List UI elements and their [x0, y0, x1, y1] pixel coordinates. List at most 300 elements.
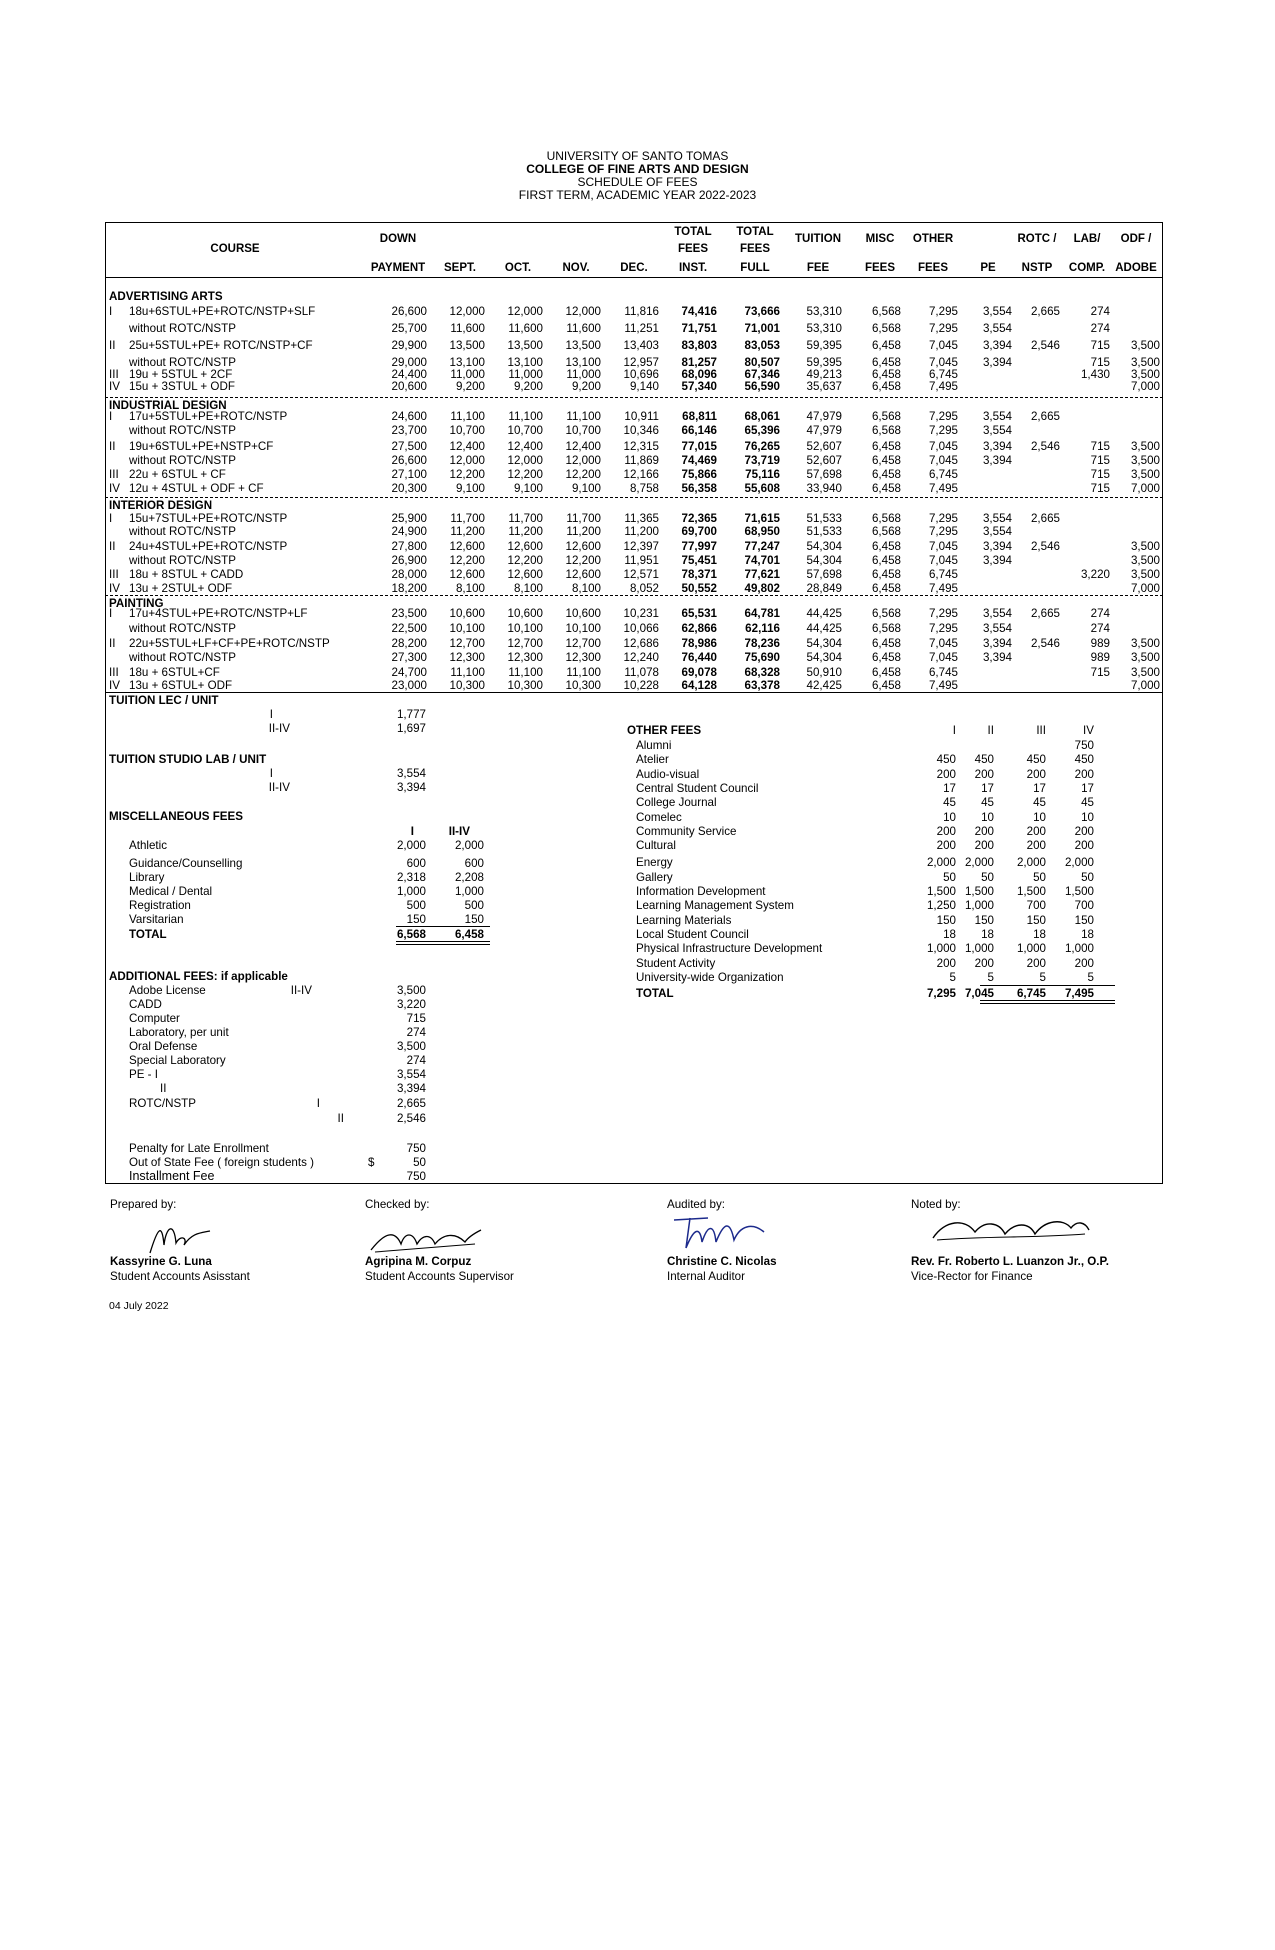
- fee-value: 715: [1090, 339, 1110, 352]
- fee-value: 11,251: [624, 322, 659, 335]
- fee-value: 27,300: [391, 651, 427, 664]
- signatory-title: Vice-Rector for Finance: [911, 1270, 1033, 1283]
- fee-value: 76,265: [744, 440, 780, 453]
- additional-item: Adobe License: [129, 984, 206, 997]
- fee-value: 12,400: [449, 440, 485, 453]
- fee-value: 11,600: [450, 322, 485, 335]
- other-fee-value: 50: [1081, 870, 1094, 884]
- course-description: without ROTC/NSTP: [129, 622, 236, 635]
- course-description: 13u + 2STUL+ ODF: [129, 582, 233, 595]
- fee-value: 57,698: [806, 568, 842, 581]
- fee-value: 25,900: [391, 512, 427, 525]
- fee-value: 20,600: [391, 380, 427, 393]
- fee-value: 71,615: [744, 512, 780, 525]
- fee-value: 12,000: [507, 454, 543, 467]
- other-fee-value: 17: [943, 781, 956, 795]
- fee-value: 75,690: [744, 651, 780, 664]
- course-description: 24u+4STUL+PE+ROTC/NSTP: [129, 540, 288, 553]
- other-fee-value: 45: [981, 796, 994, 810]
- fee-value: 10,228: [623, 679, 659, 692]
- college-name: COLLEGE OF FINE ARTS AND DESIGN: [526, 162, 749, 176]
- fee-value: 6,745: [928, 468, 958, 481]
- fee-value: 20,300: [391, 482, 427, 495]
- fee-value: 71,001: [744, 322, 780, 335]
- signature-luanzon: [925, 1210, 1095, 1255]
- col-header-rotc: NSTP: [1021, 262, 1053, 274]
- other-fee-value: 10: [981, 810, 994, 824]
- fee-value: 12,700: [507, 637, 543, 650]
- fee-value: 12,397: [623, 540, 659, 553]
- fee-value: 13,100: [565, 356, 601, 369]
- fee-value: 6,458: [871, 651, 901, 664]
- fee-value: 11,200: [508, 525, 543, 538]
- fee-value: 73,719: [744, 454, 780, 467]
- university-name: UNIVERSITY OF SANTO TOMAS: [546, 149, 729, 163]
- fee-value: 10,100: [449, 622, 485, 635]
- fee-value: 3,500: [1130, 440, 1160, 453]
- other-fee-item: Cultural: [636, 839, 676, 853]
- fee-value: 12,700: [449, 637, 485, 650]
- document-date: 04 July 2022: [109, 1300, 169, 1312]
- fee-value: 6,458: [871, 679, 901, 692]
- year-level: III: [109, 368, 119, 381]
- fee-value: 11,700: [508, 512, 543, 525]
- other-fee-value: 1,500: [964, 885, 994, 898]
- course-description: without ROTC/NSTP: [129, 525, 236, 538]
- section-title: PAINTING: [109, 597, 164, 610]
- fee-value: 75,451: [681, 554, 717, 567]
- currency-symbol: $: [368, 1156, 375, 1169]
- misc-item: Registration: [129, 899, 191, 912]
- other-fee-value: 1,000: [1064, 942, 1094, 956]
- fee-value: 11,100: [450, 410, 485, 423]
- tuition-studio-title: TUITION STUDIO LAB / UNIT: [109, 753, 267, 766]
- fee-value: 23,000: [391, 679, 427, 692]
- additional-item: II: [160, 1082, 167, 1095]
- fee-value: 10,231: [623, 607, 659, 620]
- col-header-total-full: FEES: [739, 243, 771, 255]
- misc-value: 2,000: [454, 839, 484, 852]
- fee-value: 12,700: [565, 637, 601, 650]
- other-fee-item: University-wide Organization: [636, 970, 784, 984]
- fee-value: 29,900: [391, 339, 427, 352]
- misc-item: Guidance/Counselling: [129, 857, 243, 870]
- other-total-value: 7,495: [1064, 987, 1094, 1000]
- fee-value: 11,000: [566, 368, 601, 381]
- section-separator: [105, 497, 1163, 498]
- fee-value: 52,607: [806, 440, 842, 453]
- additional-value: 3,220: [396, 998, 426, 1011]
- out-of-state-label: Out of State Fee ( foreign students ): [129, 1156, 314, 1169]
- fee-value: 44,425: [806, 622, 842, 635]
- fee-value: 65,531: [681, 607, 717, 620]
- fee-value: 6,458: [871, 568, 901, 581]
- other-fee-value: 5: [949, 970, 956, 984]
- fee-value: 9,200: [455, 380, 485, 393]
- other-fee-value: 1,000: [1016, 942, 1046, 956]
- fee-value: 3,394: [982, 651, 1012, 664]
- fee-value: 54,304: [806, 651, 842, 664]
- other-fee-value: 1,000: [964, 899, 994, 913]
- other-fee-value: 17: [1033, 781, 1046, 795]
- additional-value: 2,665: [396, 1097, 426, 1110]
- fee-value: 3,554: [982, 322, 1012, 335]
- other-fee-item: Atelier: [636, 753, 669, 767]
- additional-value: 2,546: [396, 1112, 426, 1125]
- fee-value: 7,495: [928, 482, 958, 495]
- fee-value: 6,458: [871, 637, 901, 650]
- course-description: 19u + 5STUL + 2CF: [129, 368, 233, 381]
- fee-value: 6,568: [871, 424, 901, 437]
- fee-value: 78,986: [681, 637, 717, 650]
- fee-value: 56,590: [744, 380, 780, 393]
- fee-value: 7,000: [1130, 380, 1160, 393]
- fee-value: 54,304: [806, 554, 842, 567]
- fee-value: 6,568: [871, 622, 901, 635]
- other-fee-value: 150: [1026, 913, 1046, 927]
- course-description: without ROTC/NSTP: [129, 454, 236, 467]
- misc-item: Varsitarian: [129, 913, 184, 926]
- fee-value: 12,315: [623, 440, 659, 453]
- year-level: I: [109, 410, 113, 423]
- fee-value: 29,000: [391, 356, 427, 369]
- other-fee-item: Learning Materials: [636, 913, 732, 927]
- other-total-label: TOTAL: [636, 987, 674, 1000]
- fee-value: 13,500: [565, 339, 601, 352]
- course-description: 13u + 6STUL+ ODF: [129, 679, 233, 692]
- other-fee-item: Energy: [636, 856, 673, 870]
- course-description: 18u+6STUL+PE+ROTC/NSTP+SLF: [129, 305, 316, 318]
- fee-value: 989: [1090, 637, 1110, 650]
- additional-fees-title: ADDITIONAL FEES: if applicable: [109, 970, 288, 983]
- other-fee-value: 200: [1074, 824, 1094, 838]
- fee-value: 11,600: [566, 322, 601, 335]
- fee-value: 6,458: [871, 468, 901, 481]
- other-fee-value: 200: [1074, 767, 1094, 781]
- table-bottom-rule: [105, 692, 1163, 693]
- fee-value: 3,394: [982, 540, 1012, 553]
- signatory-role: Prepared by:: [110, 1198, 177, 1211]
- fee-value: 3,500: [1130, 368, 1160, 381]
- fee-value: 47,979: [806, 410, 842, 423]
- col-header-other: FEES: [917, 262, 949, 274]
- fee-value: 28,200: [391, 637, 427, 650]
- course-description: 22u + 6STUL + CF: [129, 468, 226, 481]
- other-fee-value: 50: [981, 870, 994, 884]
- other-fee-value: 750: [1074, 739, 1094, 752]
- year-level: I: [109, 305, 113, 318]
- additional-value: 3,554: [396, 1068, 426, 1081]
- fee-value: 52,607: [806, 454, 842, 467]
- fee-value: 44,425: [806, 607, 842, 620]
- fee-value: 715: [1090, 454, 1110, 467]
- fee-value: 7,045: [928, 440, 958, 453]
- section-title: INDUSTRIAL DESIGN: [109, 399, 227, 412]
- fee-value: 7,045: [928, 651, 958, 664]
- fee-value: 7,295: [928, 322, 958, 335]
- fee-value: 3,394: [982, 637, 1012, 650]
- fee-value: 8,100: [571, 582, 601, 595]
- fee-value: 77,997: [681, 540, 717, 553]
- col-header-misc: MISC: [865, 233, 895, 245]
- course-description: without ROTC/NSTP: [129, 322, 236, 335]
- fee-value: 11,365: [624, 512, 659, 525]
- misc-total-rule: [396, 944, 490, 945]
- other-fee-item: Alumni: [636, 739, 672, 752]
- other-fee-value: 200: [1026, 839, 1046, 853]
- fee-value: 7,045: [928, 454, 958, 467]
- fee-value: 68,950: [744, 525, 780, 538]
- fee-value: 11,100: [566, 410, 601, 423]
- misc-value: 150: [406, 913, 426, 926]
- fee-value: 10,300: [449, 679, 485, 692]
- other-subtotal-rule: [980, 985, 1115, 986]
- other-fee-value: 18: [1081, 927, 1094, 941]
- fee-value: 11,816: [624, 305, 659, 318]
- tuition-value: 1,697: [396, 722, 426, 735]
- fee-value: 3,500: [1130, 637, 1160, 650]
- fee-value: 10,600: [507, 607, 543, 620]
- other-fee-value: 200: [974, 956, 994, 970]
- course-description: 12u + 4STUL + ODF + CF: [129, 482, 264, 495]
- signatory-title: Student Accounts Asisstant: [110, 1270, 250, 1283]
- fee-value: 47,979: [806, 424, 842, 437]
- other-fee-item: Audio-visual: [636, 767, 700, 781]
- fee-value: 74,701: [744, 554, 780, 567]
- fee-value: 68,811: [682, 410, 717, 423]
- misc-col-header: I: [410, 825, 414, 838]
- fee-value: 7,045: [928, 356, 958, 369]
- other-fee-value: 1,000: [926, 942, 956, 956]
- misc-value: 2,208: [454, 871, 484, 884]
- fee-value: 3,394: [982, 339, 1012, 352]
- fee-value: 68,328: [744, 666, 780, 679]
- other-fee-value: 50: [943, 870, 956, 884]
- fee-value: 12,600: [507, 540, 543, 553]
- fee-value: 7,295: [928, 424, 958, 437]
- fee-value: 6,458: [871, 440, 901, 453]
- fee-value: 50,910: [806, 666, 842, 679]
- fee-value: 28,000: [391, 568, 427, 581]
- fee-value: 24,600: [391, 410, 427, 423]
- fee-value: 715: [1090, 482, 1110, 495]
- other-fee-value: 450: [974, 753, 994, 767]
- fee-value: 2,546: [1030, 440, 1060, 453]
- course-description: without ROTC/NSTP: [129, 424, 236, 437]
- misc-item: Library: [129, 871, 165, 884]
- fee-value: 53,310: [806, 322, 842, 335]
- misc-value: 1,000: [396, 885, 426, 898]
- fee-value: 12,000: [449, 305, 485, 318]
- year-level: II: [109, 637, 116, 650]
- fee-value: 42,425: [806, 679, 842, 692]
- fee-value: 8,758: [629, 482, 659, 495]
- other-fee-value: 450: [936, 753, 956, 767]
- signature-nicolas: [668, 1208, 778, 1258]
- course-description: without ROTC/NSTP: [129, 651, 236, 664]
- section-separator: [105, 397, 1163, 398]
- fee-value: 54,304: [806, 540, 842, 553]
- fee-value: 8,100: [455, 582, 485, 595]
- other-col-header: III: [1036, 724, 1046, 737]
- fee-value: 12,957: [623, 356, 659, 369]
- fee-value: 6,458: [871, 554, 901, 567]
- fee-value: 13,100: [507, 356, 543, 369]
- fee-value: 78,236: [744, 637, 780, 650]
- tuition-level: I: [269, 767, 273, 780]
- col-header-total-inst: FEES: [677, 243, 709, 255]
- fee-value: 12,600: [565, 568, 601, 581]
- additional-level: I: [316, 1097, 320, 1110]
- other-fee-value: 2,000: [1064, 856, 1094, 870]
- fee-value: 51,533: [806, 525, 842, 538]
- fee-value: 6,568: [871, 322, 901, 335]
- fee-value: 74,416: [681, 305, 717, 318]
- fee-value: 10,600: [565, 607, 601, 620]
- year-level: I: [109, 607, 113, 620]
- fee-value: 11,000: [450, 368, 485, 381]
- fee-value: 3,500: [1130, 540, 1160, 553]
- fee-value: 26,600: [391, 454, 427, 467]
- fee-value: 12,600: [507, 568, 543, 581]
- fee-value: 3,500: [1130, 339, 1160, 352]
- other-fee-value: 2,000: [926, 856, 956, 870]
- fee-value: 12,000: [565, 454, 601, 467]
- fee-value: 22,500: [391, 622, 427, 635]
- other-fee-value: 5: [987, 970, 994, 984]
- fee-value: 6,568: [871, 410, 901, 423]
- additional-item: Laboratory, per unit: [129, 1026, 229, 1039]
- misc-value: 500: [406, 899, 426, 912]
- fee-value: 10,700: [565, 424, 601, 437]
- fee-value: 12,000: [449, 454, 485, 467]
- fee-value: 715: [1090, 356, 1110, 369]
- fee-value: 78,371: [681, 568, 717, 581]
- other-fee-value: 200: [936, 956, 956, 970]
- fee-value: 11,700: [566, 512, 601, 525]
- fee-value: 6,458: [871, 356, 901, 369]
- additional-value: 274: [406, 1054, 426, 1067]
- fee-value: 3,500: [1130, 468, 1160, 481]
- fee-value: 13,100: [449, 356, 485, 369]
- fee-value: 83,803: [681, 339, 717, 352]
- out-of-state-value: 50: [413, 1156, 426, 1169]
- header-rule: [105, 277, 1163, 278]
- fee-value: 6,458: [871, 380, 901, 393]
- fee-value: 7,295: [928, 512, 958, 525]
- additional-item: ROTC/NSTP: [129, 1097, 196, 1110]
- fee-value: 12,240: [623, 651, 659, 664]
- fee-value: 274: [1090, 305, 1110, 318]
- year-level: IV: [109, 582, 120, 595]
- fee-value: 77,015: [681, 440, 717, 453]
- other-total-value: 6,745: [1016, 987, 1046, 1000]
- additional-level: II: [337, 1112, 344, 1125]
- year-level: III: [109, 468, 119, 481]
- other-fee-value: 18: [943, 927, 956, 941]
- col-header-nov: NOV.: [562, 262, 590, 274]
- year-level: II: [109, 540, 116, 553]
- other-fee-value: 5: [1039, 970, 1046, 984]
- misc-value: 500: [464, 899, 484, 912]
- fee-value: 6,568: [871, 607, 901, 620]
- fee-value: 9,100: [513, 482, 543, 495]
- fee-value: 75,116: [745, 468, 780, 481]
- fee-value: 2,546: [1030, 637, 1060, 650]
- fee-value: 715: [1090, 468, 1110, 481]
- fee-value: 68,096: [681, 368, 717, 381]
- other-fees-title: OTHER FEES: [627, 724, 702, 737]
- fee-value: 26,600: [391, 305, 427, 318]
- col-header-misc: FEES: [864, 262, 896, 274]
- other-col-header: II: [987, 724, 994, 737]
- fee-value: 69,078: [681, 666, 717, 679]
- fee-value: 24,400: [391, 368, 427, 381]
- course-description: without ROTC/NSTP: [129, 554, 236, 567]
- penalty-value: 750: [406, 1142, 426, 1155]
- additional-value: 3,394: [396, 1082, 426, 1095]
- other-fee-value: 200: [974, 839, 994, 853]
- fee-value: 6,568: [871, 512, 901, 525]
- fee-value: 10,300: [565, 679, 601, 692]
- fee-value: 3,554: [982, 305, 1012, 318]
- fee-value: 23,500: [391, 607, 427, 620]
- fee-value: 10,700: [507, 424, 543, 437]
- installment-label: Installment Fee: [129, 1169, 215, 1183]
- fee-value: 12,300: [507, 651, 543, 664]
- course-description: 25u+5STUL+PE+ ROTC/NSTP+CF: [129, 339, 313, 352]
- fee-value: 24,900: [391, 525, 427, 538]
- installment-value: 750: [406, 1170, 426, 1183]
- fee-value: 12,300: [449, 651, 485, 664]
- fee-value: 26,900: [391, 554, 427, 567]
- fee-value: 9,140: [629, 380, 659, 393]
- additional-item: PE - I: [129, 1068, 158, 1081]
- col-header-payment: PAYMENT: [370, 262, 426, 274]
- fee-value: 11,100: [508, 410, 543, 423]
- other-fee-item: Community Service: [636, 824, 737, 838]
- additional-value: 3,500: [396, 984, 426, 997]
- fee-value: 80,507: [744, 356, 780, 369]
- fee-value: 7,295: [928, 622, 958, 635]
- other-fee-value: 17: [1081, 781, 1094, 795]
- signature-corpuz: [365, 1222, 485, 1257]
- fee-value: 68,061: [744, 410, 780, 423]
- fee-value: 12,600: [565, 540, 601, 553]
- fee-value: 274: [1090, 622, 1110, 635]
- year-level: II: [109, 339, 116, 352]
- course-description: 18u + 6STUL+CF: [129, 666, 220, 679]
- other-fee-value: 10: [1033, 810, 1046, 824]
- fee-value: 8,100: [513, 582, 543, 595]
- section-separator: [105, 595, 1163, 596]
- col-header-odf: ADOBE: [1115, 262, 1157, 274]
- other-total-rule: [980, 1003, 1115, 1004]
- fee-value: 7,000: [1130, 679, 1160, 692]
- misc-item: Athletic: [129, 839, 168, 852]
- other-fee-value: 45: [1081, 796, 1094, 810]
- fee-value: 11,200: [566, 525, 601, 538]
- fee-value: 7,045: [928, 554, 958, 567]
- col-header-pe: PE: [980, 262, 996, 274]
- additional-value: 274: [406, 1026, 426, 1039]
- year-level: III: [109, 666, 119, 679]
- other-fee-value: 1,250: [926, 899, 956, 913]
- fee-value: 12,200: [449, 554, 485, 567]
- fee-value: 3,554: [982, 622, 1012, 635]
- course-description: without ROTC/NSTP: [129, 356, 236, 369]
- fee-value: 3,500: [1130, 666, 1160, 679]
